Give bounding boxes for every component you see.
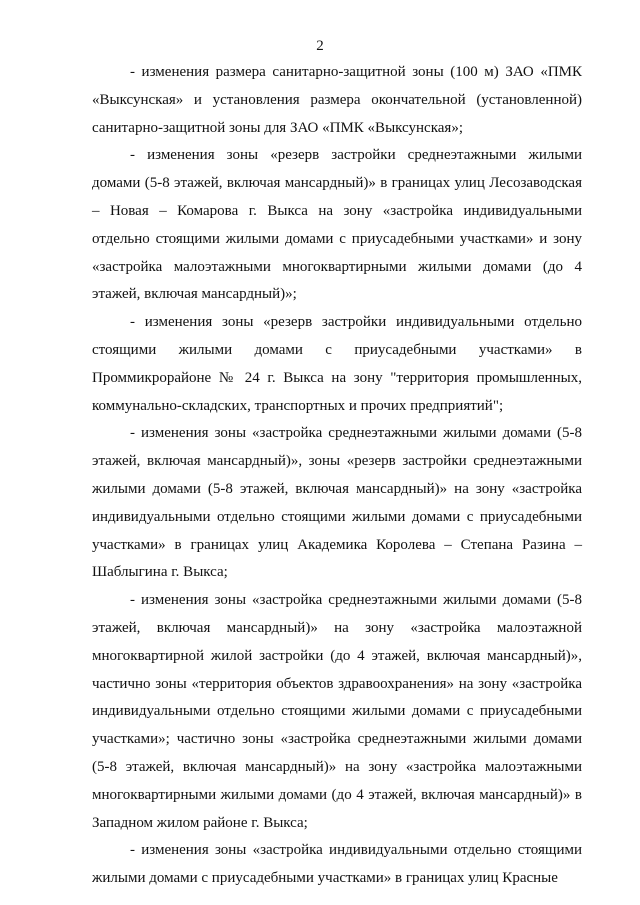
paragraph-western-district-zone: - изменения зоны «застройка среднеэтажными жилыми домами (5-8 этажей, включая мансардный)» на зону «застройка малоэтажной многоквартирной жилой застройки (до 4 этажей, включая мансардный)», частично зоны «территория объектов здравоохранения» на зону «застройка индивидуальными отдельно стоящими жилыми домами с приусадебными участками»; частично зоны «застройка среднеэтажными жилыми домами (5-8 этажей, включая мансардный)» на зону «застройка малоэтажными многоквартирными жилыми домами (до 4 этажей, включая мансардный)» в Западном жилом районе г. Выкса; [92, 592, 582, 831]
document-body [92, 59, 582, 893]
paragraph-sanitary-zone: - изменения размера санитарно-защитной зоны (100 м) ЗАО «ПМК «Выксунская» и установления размера окончательной (установленной) санитарно-защитной зоны для ЗАО «ПМК «Выксунская»; [92, 64, 582, 136]
page-number: 2 [316, 38, 324, 54]
paragraph-krasnye-zone: - изменения зоны «застройка индивидуальными отдельно стоящими жилыми домами с приусадебными участками» в границах улиц Красные [92, 842, 582, 887]
paragraph-prommikrorayon-zone: - изменения зоны «резерв застройки индивидуальными отдельно стоящими жилыми домами с приусадебными участками» в Проммикрорайоне № 24 г. Выкса на зону "территория промышленных, коммунально-складских, транспортных и прочих предприятий"; [92, 314, 582, 414]
paragraph-koroleva-zone: - изменения зоны «застройка среднеэтажными жилыми домами (5-8 этажей, включая мансардный)», зоны «резерв застройки среднеэтажными жилыми домами (5-8 этажей, включая мансардный)» на зону «застройка индивидуальными отдельно стоящими жилыми домами с приусадебными участками» в границах улиц Академика Королева – Степана Разина – Шаблыгина г. Выкса; [92, 425, 582, 581]
paragraph-lesozavodskaya-zone: - изменения зоны «резерв застройки среднеэтажными жилыми домами (5-8 этажей, включая мансардный)» в границах улиц Лесозаводская – Новая – Комарова г. Выкса на зону «застройка индивидуальными отдельно стоящими жилыми домами с приусадебными участками» и зону «застройка малоэтажными многоквартирными жилыми домами (до 4 этажей, включая мансардный)»; [92, 147, 582, 303]
